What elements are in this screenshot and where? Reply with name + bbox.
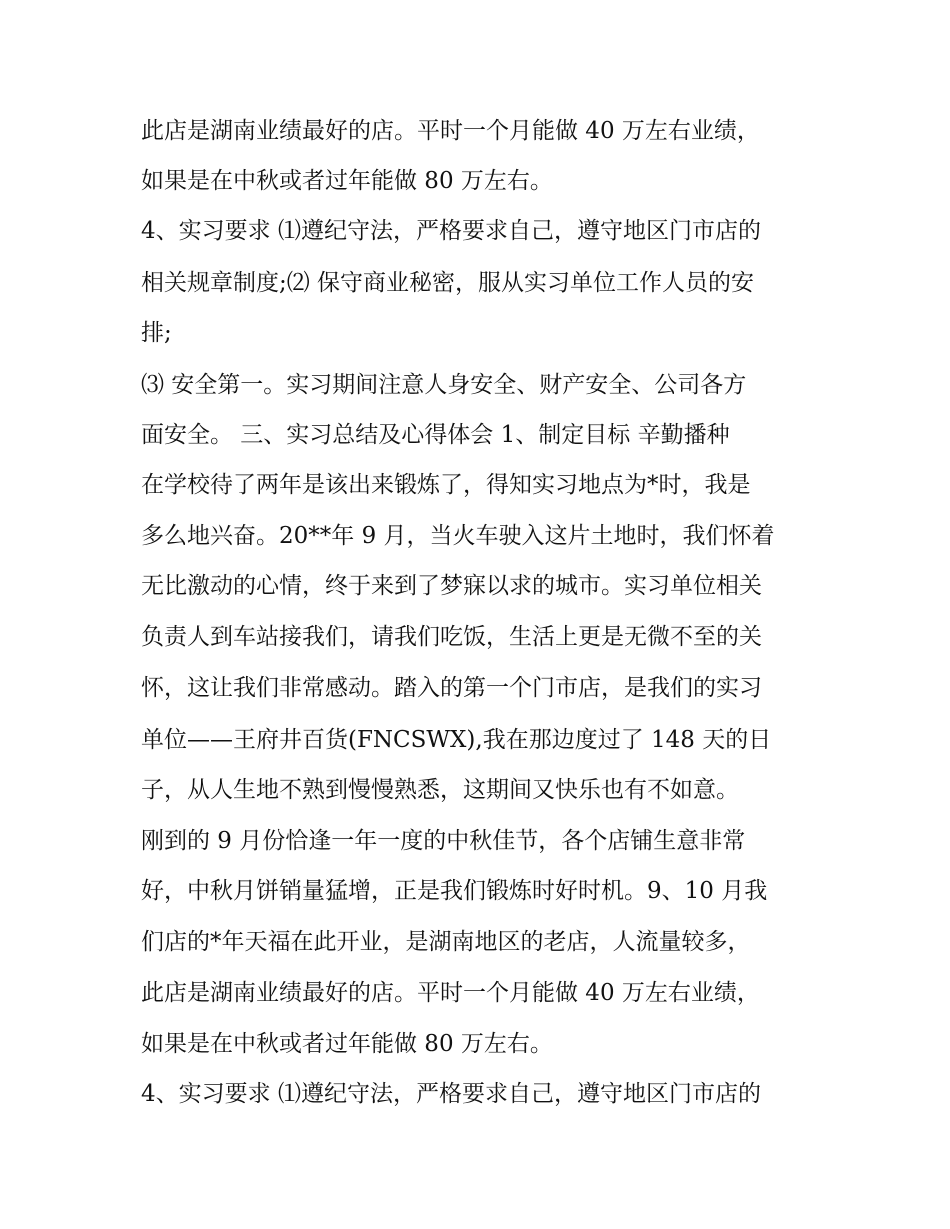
text-line: 4、实习要求 ⑴遵纪守法，严格要求自己，遵守地区门市店的 (141, 1081, 761, 1107)
text-line: 们店的*年天福在此开业，是湖南地区的老店，人流量较多， (141, 929, 751, 955)
text-line: 好，中秋月饼销量猛增，正是我们锻炼时好时机。9、10 月我 (141, 878, 768, 904)
text-line: 4、实习要求 ⑴遵纪守法，严格要求自己，遵守地区门市店的 (141, 218, 761, 244)
text-line: 在学校待了两年是该出来锻炼了，得知实习地点为*时，我是 (141, 472, 751, 498)
text-line: 排; (141, 320, 172, 346)
text-line: 如果是在中秋或者过年能做 80 万左右。 (141, 1031, 553, 1057)
text-line: 子，从人生地不熟到慢慢熟悉，这期间又快乐也有不如意。 (141, 777, 739, 803)
text-line: 此店是湖南业绩最好的店。平时一个月能做 40 万左右业绩， (141, 118, 760, 144)
text-line: 怀，这让我们非常感动。踏入的第一个门市店，是我们的实习 (141, 675, 762, 701)
text-line: 如果是在中秋或者过年能做 80 万左右。 (141, 168, 553, 194)
text-line: 面安全。 三、实习总结及心得体会 1、制定目标 辛勤播种 (141, 422, 730, 448)
text-line: 多么地兴奋。20**年 9 月，当火车驶入这片土地时，我们怀着 (141, 523, 775, 549)
text-line: 此店是湖南业绩最好的店。平时一个月能做 40 万左右业绩， (141, 980, 760, 1006)
text-line: 无比激动的心情，终于来到了梦寐以求的城市。实习单位相关 (141, 573, 762, 599)
text-line: ⑶ 安全第一。实习期间注意人身安全、财产安全、公司各方 (141, 372, 747, 398)
text-line: 相关规章制度;⑵ 保守商业秘密，服从实习单位工作人员的安 (141, 270, 755, 296)
text-line: 刚到的 9 月份恰逢一年一度的中秋佳节，各个店铺生意非常 (141, 828, 746, 854)
text-line: 单位——王府井百货(FNCSWX),我在那边度过了 148 天的日 (141, 727, 772, 753)
text-line: 负责人到车站接我们，请我们吃饭，生活上更是无微不至的关 (141, 624, 762, 650)
